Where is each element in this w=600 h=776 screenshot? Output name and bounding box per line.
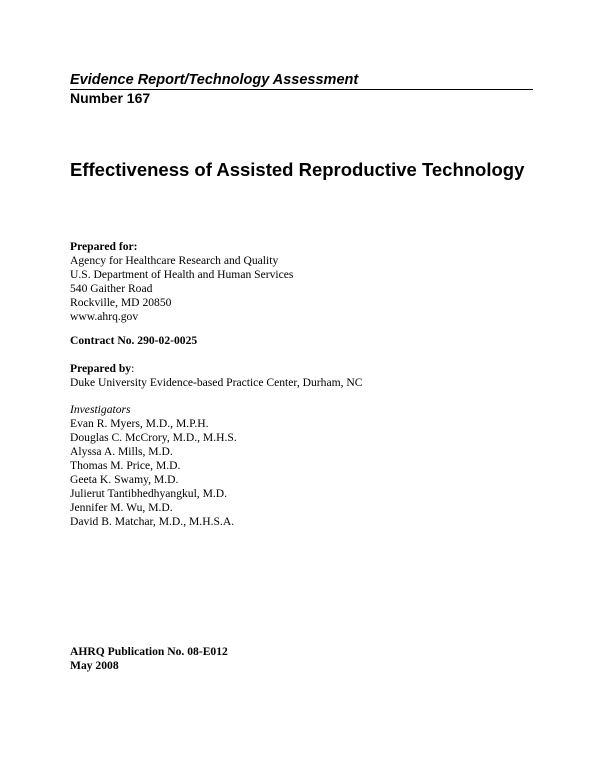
- prepared-for-street: 540 Gaither Road: [70, 282, 153, 295]
- prepared-for-agency: Agency for Healthcare Research and Quality: [70, 254, 279, 267]
- investigator-name: Jennifer M. Wu, M.D.: [70, 501, 173, 514]
- prepared-for-block: [70, 240, 293, 324]
- prepared-for-website: www.ahrq.gov: [70, 310, 139, 323]
- report-series-title: Evidence Report/Technology Assessment: [70, 72, 359, 88]
- investigator-name: Douglas C. McCrory, M.D., M.H.S.: [70, 431, 237, 444]
- report-number: Number 167: [70, 90, 151, 106]
- publication-number: AHRQ Publication No. 08-E012: [70, 645, 228, 658]
- investigator-name: David B. Matchar, M.D., M.H.S.A.: [70, 515, 235, 528]
- investigators-label: Investigators: [70, 403, 131, 416]
- investigator-name: Alyssa A. Mills, M.D.: [70, 445, 173, 458]
- investigator-name: Julierut Tantibhedhyangkul, M.D.: [70, 487, 228, 500]
- investigator-name: Evan R. Myers, M.D., M.P.H.: [70, 417, 209, 430]
- prepared-by-organization: Duke University Evidence-based Practice Center, Durham, NC: [70, 376, 363, 389]
- prepared-for-department: U.S. Department of Health and Human Services: [70, 268, 294, 281]
- prepared-by-label: Prepared by: [70, 362, 132, 375]
- prepared-by-block: [70, 362, 363, 390]
- prepared-by-heading: [70, 362, 363, 376]
- investigator-name: Geeta K. Swamy, M.D.: [70, 473, 179, 486]
- publication-block: [70, 645, 228, 673]
- investigator-name: Thomas M. Price, M.D.: [70, 459, 181, 472]
- prepared-for-city: Rockville, MD 20850: [70, 296, 172, 309]
- report-title: Effectiveness of Assisted Reproductive Technology: [70, 159, 525, 180]
- publication-date: May 2008: [70, 659, 119, 672]
- prepared-by-colon: :: [131, 362, 135, 375]
- contract-number: Contract No. 290-02-0025: [70, 334, 198, 347]
- prepared-for-label: Prepared for:: [70, 240, 138, 253]
- investigators-block: [70, 403, 237, 529]
